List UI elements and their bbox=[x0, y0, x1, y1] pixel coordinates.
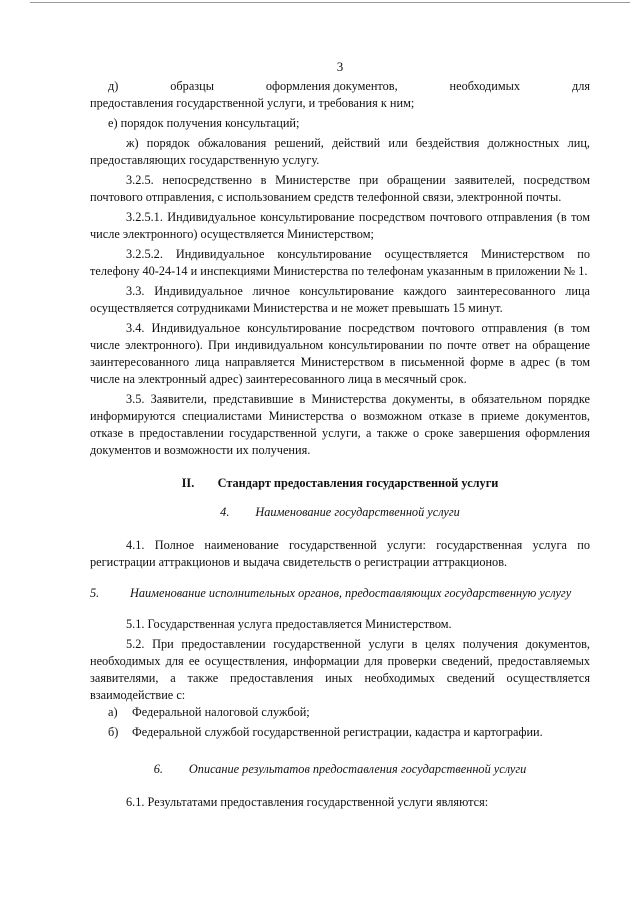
scan-edge-line bbox=[30, 2, 630, 3]
section-heading-2: II. Стандарт предоставления государственной услуги bbox=[181, 476, 499, 490]
subheading-5: 5. Наименование исполнительных органов, предоставляющих государственную услугу bbox=[90, 586, 572, 600]
item-d-line: д) образцы оформления документов, необходимых для bbox=[108, 79, 590, 93]
paragraph-3-3: 3.3. Индивидуальное личное консультирование каждого заинтересованного лица осуществляется сотрудниками Министерства и не может превышать 15 минут. bbox=[90, 284, 590, 315]
paragraph-5-1: 5.1. Государственная услуга предоставляется Министерством. bbox=[126, 617, 452, 631]
list-item-a: а) Федеральной налоговой службой; bbox=[108, 705, 310, 719]
paragraph-3-4: 3.4. Индивидуальное консультирование посредством почтового отправления (в том числе электронного). При индивидуальном консультировании по почте ответ на обращение заинтересованного лица направляется Министерством в письменной форме в адрес (в том числе на электронный адрес) заинтересованного лица в месячный срок. bbox=[90, 321, 590, 386]
paragraph-4-1: 4.1. Полное наименование государственной услуги: государственная услуга по регистрации аттракционов и выдача свидетельств о регистрации аттракционов. bbox=[90, 538, 590, 569]
paragraph-3-2-5-2: 3.2.5.2. Индивидуальное консультирование осуществляется Министерством по телефону 40-24-14 и инспекциями Министерства по телефонам указанным в приложении № 1. bbox=[90, 247, 590, 278]
page-number: 3 bbox=[336, 59, 344, 74]
item-d-continuation: предоставления государственной услуги, и требования к ним; bbox=[90, 96, 415, 110]
subheading-6: 6. Описание результатов предоставления государственной услуги bbox=[153, 762, 527, 776]
paragraph-5-2: 5.2. При предоставлении государственной услуги в целях получения документов, необходимых для ее осуществления, информации для проверки сведений, предоставляемых заявителями, а также предоставления иных необходимых сведений осуществляется взаимодействие с: bbox=[90, 637, 590, 702]
paragraph-3-5: 3.5. Заявители, представившие в Министерства документы, в обязательном порядке информируются специалистами Министерства о возможном отказе в приеме документов, отказе в предоставлении государственной услуги, а также о сроке завершения оформления документов и возможности их получения. bbox=[90, 392, 590, 457]
list-item-b: б) Федеральной службой государственной регистрации, кадастра и картографии. bbox=[108, 725, 543, 739]
item-e: е) порядок получения консультаций; bbox=[108, 116, 300, 130]
document-page bbox=[90, 58, 590, 811]
paragraph-3-2-5-1: 3.2.5.1. Индивидуальное консультирование посредством почтового отправления (в том числе электронного) осуществляется Министерством; bbox=[90, 210, 590, 241]
item-zh: ж) порядок обжалования решений, действий или бездействия должностных лиц, предоставляющих государственную услугу. bbox=[90, 136, 590, 167]
subheading-4: 4. Наименование государственной услуги bbox=[220, 505, 460, 519]
paragraph-3-2-5: 3.2.5. непосредственно в Министерстве при обращении заявителей, посредством почтового отправления, с использованием средств телефонной связи, электронной почты. bbox=[90, 173, 590, 204]
paragraph-6-1: 6.1. Результатами предоставления государственной услуги являются: bbox=[126, 795, 489, 809]
